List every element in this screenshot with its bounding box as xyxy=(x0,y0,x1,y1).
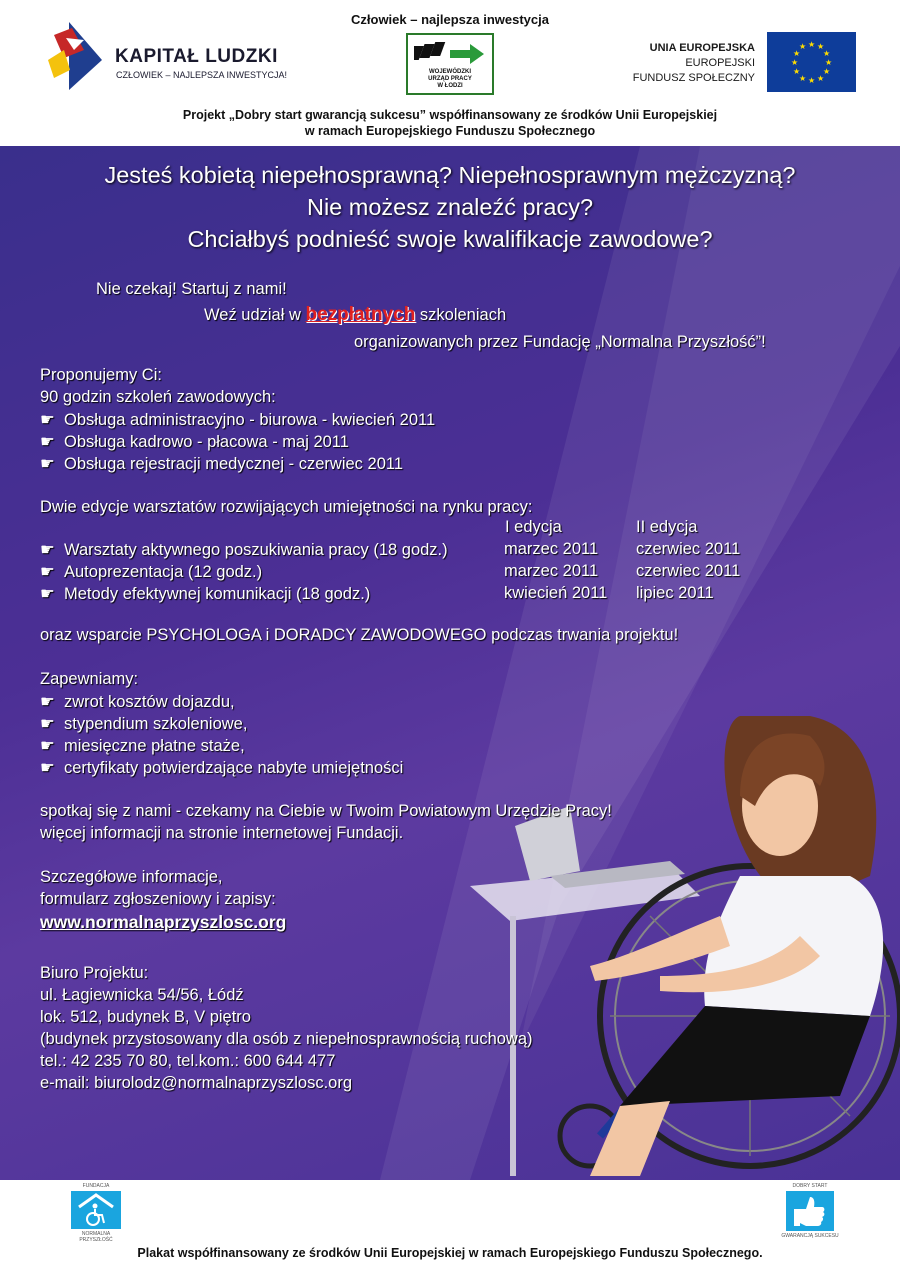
svg-text:★: ★ xyxy=(808,76,816,85)
pointing-hand-icon: ☛ xyxy=(40,737,55,755)
website-link[interactable]: www.normalnaprzyszlosc.org xyxy=(40,912,287,932)
normalna-przyszlosc-logo xyxy=(65,1183,127,1241)
kapital-ludzki-subtitle: CZŁOWIEK – NAJLEPSZA INWESTYCJA! xyxy=(116,70,288,80)
ue-line2: EUROPEJSKI xyxy=(685,57,755,69)
workshop-name: Warsztaty aktywnego poszukiwania pracy (18 godz.) xyxy=(64,541,448,559)
offer-hours: 90 godzin szkoleń zawodowych: xyxy=(40,388,276,406)
wup-line1: WOJEWÓDZKI xyxy=(429,69,471,75)
footer-note: Plakat współfinansowany ze środków Unii Europejskiej w ramach Europejskiego Funduszu Społecznego. xyxy=(137,1246,763,1260)
benefit-item-4 xyxy=(40,758,403,778)
svg-text:★: ★ xyxy=(799,74,807,83)
thumbs-up-icon xyxy=(786,1191,834,1231)
pointing-hand-icon: ☛ xyxy=(40,541,55,559)
benefit-item-2 xyxy=(40,714,247,734)
workshop-row-1 xyxy=(40,540,448,560)
pointing-hand-icon: ☛ xyxy=(40,585,55,603)
headline-question-2: Nie możesz znaleźć pracy? xyxy=(306,194,594,220)
free-highlight: bezpłatnych xyxy=(305,304,416,325)
wheelchair-house-icon xyxy=(71,1191,121,1229)
training-item-2 xyxy=(40,432,349,452)
workshop-row-2 xyxy=(40,562,262,582)
training-label: Obsługa kadrowo - płacowa - maj 2011 xyxy=(64,433,349,451)
office-title: Biuro Projektu: xyxy=(40,964,149,982)
project-line1: Projekt „Dobry start gwarancją sukcesu” współfinansowany ze środków Unii Europejskiej xyxy=(182,108,718,122)
workshop-row-2-e1: marzec 2011 xyxy=(504,562,599,580)
svg-text:★: ★ xyxy=(799,42,807,51)
workshops-intro: Dwie edycje warsztatów rozwijających umiejętności na rynku pracy: xyxy=(40,498,533,516)
training-item-1 xyxy=(40,410,435,430)
dobry-start-logo xyxy=(776,1183,844,1241)
ue-title: UNIA EUROPEJSKA xyxy=(649,42,755,54)
training-item-3 xyxy=(40,454,403,474)
benefit-label: certyfikaty potwierdzające nabyte umiejętności xyxy=(64,759,404,777)
svg-text:★: ★ xyxy=(808,40,816,49)
workshop-row-2-e2: czerwiec 2011 xyxy=(636,562,741,580)
workshop-row-3 xyxy=(40,584,370,604)
wup-arrow-icon xyxy=(414,40,486,68)
training-label: Obsługa administracyjno - biurowa - kwiecień 2011 xyxy=(64,411,436,429)
details-line-2: formularz zgłoszeniowy i zapisy: xyxy=(40,890,276,908)
eu-flag-icon xyxy=(767,32,856,92)
svg-text:★: ★ xyxy=(793,49,801,58)
workshop-row-3-e1: kwiecień 2011 xyxy=(504,584,608,602)
wup-line3: W ŁODZI xyxy=(437,83,463,89)
np-logo-bottom: NORMALNA PRZYSZŁOŚĆ xyxy=(79,1231,113,1243)
support-note: oraz wsparcie PSYCHOLOGA i DORADCY ZAWODOWEGO podczas trwania projektu! xyxy=(40,626,679,644)
benefits-intro: Zapewniamy: xyxy=(40,670,139,688)
ds-logo-bottom: GWARANCJĄ SUKCESU xyxy=(781,1233,839,1239)
benefit-label: zwrot kosztów dojazdu, xyxy=(64,693,235,711)
kapital-ludzki-name: KAPITAŁ LUDZKI xyxy=(115,46,278,67)
pointing-hand-icon: ☛ xyxy=(40,411,55,429)
invite-line-1: Nie czekaj! Startuj z nami! xyxy=(96,280,287,298)
kapital-ludzki-logo xyxy=(44,20,114,92)
pointing-hand-icon: ☛ xyxy=(40,715,55,733)
invite-post: szkoleniach xyxy=(419,306,507,324)
training-label: Obsługa rejestracji medycznej - czerwiec 2011 xyxy=(64,455,403,473)
workshop-name: Metody efektywnej komunikacji (18 godz.) xyxy=(64,585,371,603)
ds-logo-top: DOBRY START xyxy=(792,1183,828,1189)
office-phone: tel.: 42 235 70 80, tel.kom.: 600 644 477 xyxy=(40,1052,336,1070)
pointing-hand-icon: ☛ xyxy=(40,433,55,451)
workshop-name: Autoprezentacja (12 godz.) xyxy=(64,563,263,581)
poster-band xyxy=(0,146,900,1180)
pointing-hand-icon: ☛ xyxy=(40,759,55,777)
project-line2: w ramach Europejskiego Funduszu Społecznego xyxy=(304,124,596,138)
project-info xyxy=(0,107,900,139)
offer-intro: Proponujemy Ci: xyxy=(40,366,162,384)
workshop-row-1-e1: marzec 2011 xyxy=(504,540,599,558)
office-accessibility: (budynek przystosowany dla osób z niepełnosprawnością ruchową) xyxy=(40,1030,533,1048)
svg-text:★: ★ xyxy=(817,74,825,83)
svg-text:★: ★ xyxy=(823,67,831,76)
benefit-item-3 xyxy=(40,736,245,756)
benefit-label: miesięczne płatne staże, xyxy=(64,737,245,755)
workshops-col-1: I edycja xyxy=(505,518,562,536)
meet-line-2: więcej informacji na stronie internetowej Fundacji. xyxy=(40,824,404,842)
workshop-row-1-e2: czerwiec 2011 xyxy=(636,540,741,558)
details-line-1: Szczegółowe informacje, xyxy=(40,868,223,886)
office-room: lok. 512, budynek B, V piętro xyxy=(40,1008,251,1026)
pointing-hand-icon: ☛ xyxy=(40,455,55,473)
svg-text:★: ★ xyxy=(793,67,801,76)
benefit-item-1 xyxy=(40,692,235,712)
np-logo-top: FUNDACJA xyxy=(82,1183,110,1189)
header-tagline: Człowiek – najlepsza inwestycja xyxy=(351,12,549,27)
pointing-hand-icon: ☛ xyxy=(40,693,55,711)
meet-line-1: spotkaj się z nami - czekamy na Ciebie w Twoim Powiatowym Urzędzie Pracy! xyxy=(40,802,612,820)
office-address: ul. Łagiewnicka 54/56, Łódź xyxy=(40,986,244,1004)
svg-text:★: ★ xyxy=(823,49,831,58)
invite-line-3: organizowanych przez Fundację „Normalna Przyszłość”! xyxy=(354,333,766,351)
headline-question-3: Chciałbyś podnieść swoje kwalifikacje zawodowe? xyxy=(187,226,713,252)
wup-line2: URZĄD PRACY xyxy=(428,76,472,82)
woman-wheelchair-image xyxy=(470,576,900,1180)
benefit-label: stypendium szkoleniowe, xyxy=(64,715,248,733)
svg-text:★: ★ xyxy=(791,58,799,67)
workshops-col-2: II edycja xyxy=(636,518,698,536)
invite-line-2 xyxy=(204,304,506,326)
wup-logo xyxy=(406,33,494,95)
invite-pre: Weź udział w xyxy=(204,306,301,324)
office-email[interactable]: e-mail: biurolodz@normalnaprzyszlosc.org xyxy=(40,1074,353,1092)
pointing-hand-icon: ☛ xyxy=(40,563,55,581)
svg-text:★: ★ xyxy=(817,42,825,51)
headline-question-1: Jesteś kobietą niepełnosprawną? Niepełnosprawnym mężczyzną? xyxy=(104,162,796,188)
workshop-row-3-e2: lipiec 2011 xyxy=(636,584,714,602)
ue-line3: FUNDUSZ SPOŁECZNY xyxy=(632,72,755,84)
svg-text:★: ★ xyxy=(825,58,833,67)
